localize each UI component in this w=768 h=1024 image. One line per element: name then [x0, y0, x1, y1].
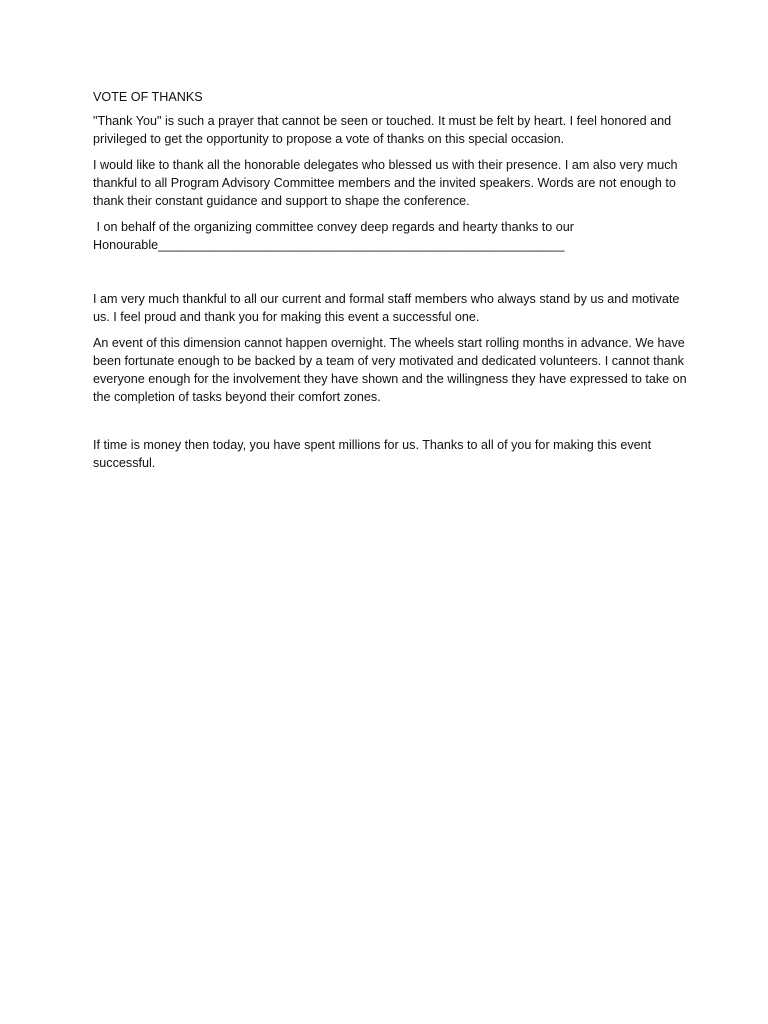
paragraph-delegates: I would like to thank all the honorable delegates who blessed us with their presence. I am also very much thankful to all Program Advisory Committee members and the invited speakers. Words are not enough to thank their constant guidance and support to shape the conference. [93, 158, 678, 208]
document-title: VOTE OF THANKS [93, 90, 203, 104]
document-body [93, 88, 693, 480]
paragraph-organizing-committee: I on behalf of the organizing committee convey deep regards and hearty thanks to our Honourable__________________________________________________________ [93, 220, 578, 252]
paragraph-closing: If time is money then today, you have spent millions for us. Thanks to all of you for making this event successful. [93, 438, 652, 470]
paragraph-staff-members: I am very much thankful to all our current and formal staff members who always stand by us and motivate us. I feel proud and thank you for making this event a successful one. [93, 292, 680, 324]
paragraph-thank-you: "Thank You" is such a prayer that cannot be seen or touched. It must be felt by heart. I feel honored and privileged to get the opportunity to propose a vote of thanks on this special occasion. [93, 114, 672, 146]
paragraph-volunteers: An event of this dimension cannot happen overnight. The wheels start rolling months in advance. We have been fortunate enough to be backed by a team of very motivated and dedicated volunteers. I cannot thank everyone enough for the involvement they have shown and the willingness they have expressed to take on the completion of tasks beyond their comfort zones. [93, 336, 687, 404]
blank-spacer [93, 262, 693, 290]
blank-spacer [93, 414, 693, 436]
